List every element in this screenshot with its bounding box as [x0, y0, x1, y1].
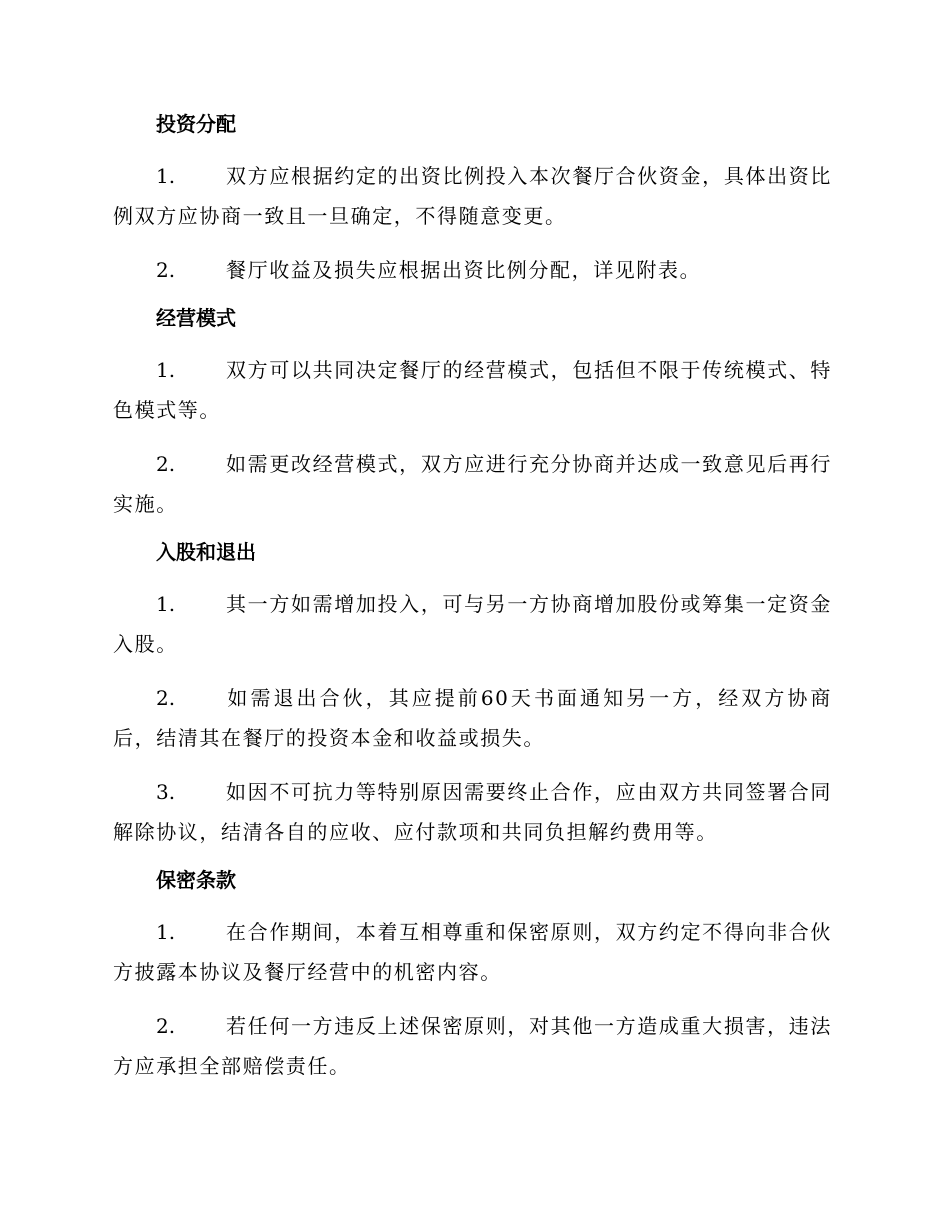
clause-text: 若任何一方违反上述保密原则，对其他一方造成重大损害，违法方应承担全部赔偿责任。	[113, 1014, 832, 1078]
clause-number: 2.	[156, 686, 176, 710]
clause-paragraph	[113, 584, 832, 664]
clause-number: 2.	[156, 452, 176, 476]
clause-text: 其一方如需增加投入，可与另一方协商增加股份或筹集一定资金入股。	[113, 592, 832, 656]
clause-paragraph	[113, 772, 832, 852]
clause-paragraph	[113, 912, 832, 992]
clause-number: 1.	[156, 164, 176, 188]
clause-text: 如因不可抗力等特别原因需要终止合作，应由双方共同签署合同解除协议，结清各自的应收、应付款项和共同负担解约费用等。	[113, 780, 832, 844]
clause-paragraph	[113, 350, 832, 430]
clause-number: 3.	[156, 780, 176, 804]
clause-text: 双方可以共同决定餐厅的经营模式，包括但不限于传统模式、特色模式等。	[113, 358, 832, 422]
clause-text: 如需更改经营模式，双方应进行充分协商并达成一致意见后再行实施。	[113, 452, 832, 516]
section-investment	[113, 110, 832, 290]
clause-text: 在合作期间，本着互相尊重和保密原则，双方约定不得向非合伙方披露本协议及餐厅经营中的机密内容。	[113, 920, 832, 984]
section-operation-mode	[113, 304, 832, 524]
clause-text: 如需退出合伙，其应提前60天书面通知另一方，经双方协商后，结清其在餐厅的投资本金和收益或损失。	[113, 686, 832, 750]
section-confidentiality	[113, 866, 832, 1086]
clause-text: 餐厅收益及损失应根据出资比例分配，详见附表。	[226, 258, 702, 282]
clause-text: 双方应根据约定的出资比例投入本次餐厅合伙资金，具体出资比例双方应协商一致且一旦确定，不得随意变更。	[113, 164, 832, 228]
clause-number: 2.	[156, 258, 176, 282]
section-heading: 经营模式	[156, 306, 236, 330]
clause-paragraph	[113, 1006, 832, 1086]
section-join-exit	[113, 538, 832, 852]
clause-number: 1.	[156, 358, 176, 382]
section-heading: 入股和退出	[156, 540, 256, 564]
clause-paragraph	[113, 678, 832, 758]
section-heading: 保密条款	[156, 868, 236, 892]
clause-number: 2.	[156, 1014, 176, 1038]
clause-number: 1.	[156, 920, 176, 944]
section-heading: 投资分配	[156, 112, 236, 136]
clause-paragraph	[113, 444, 832, 524]
clause-paragraph	[113, 156, 832, 236]
clause-number: 1.	[156, 592, 176, 616]
clause-paragraph	[113, 250, 832, 290]
